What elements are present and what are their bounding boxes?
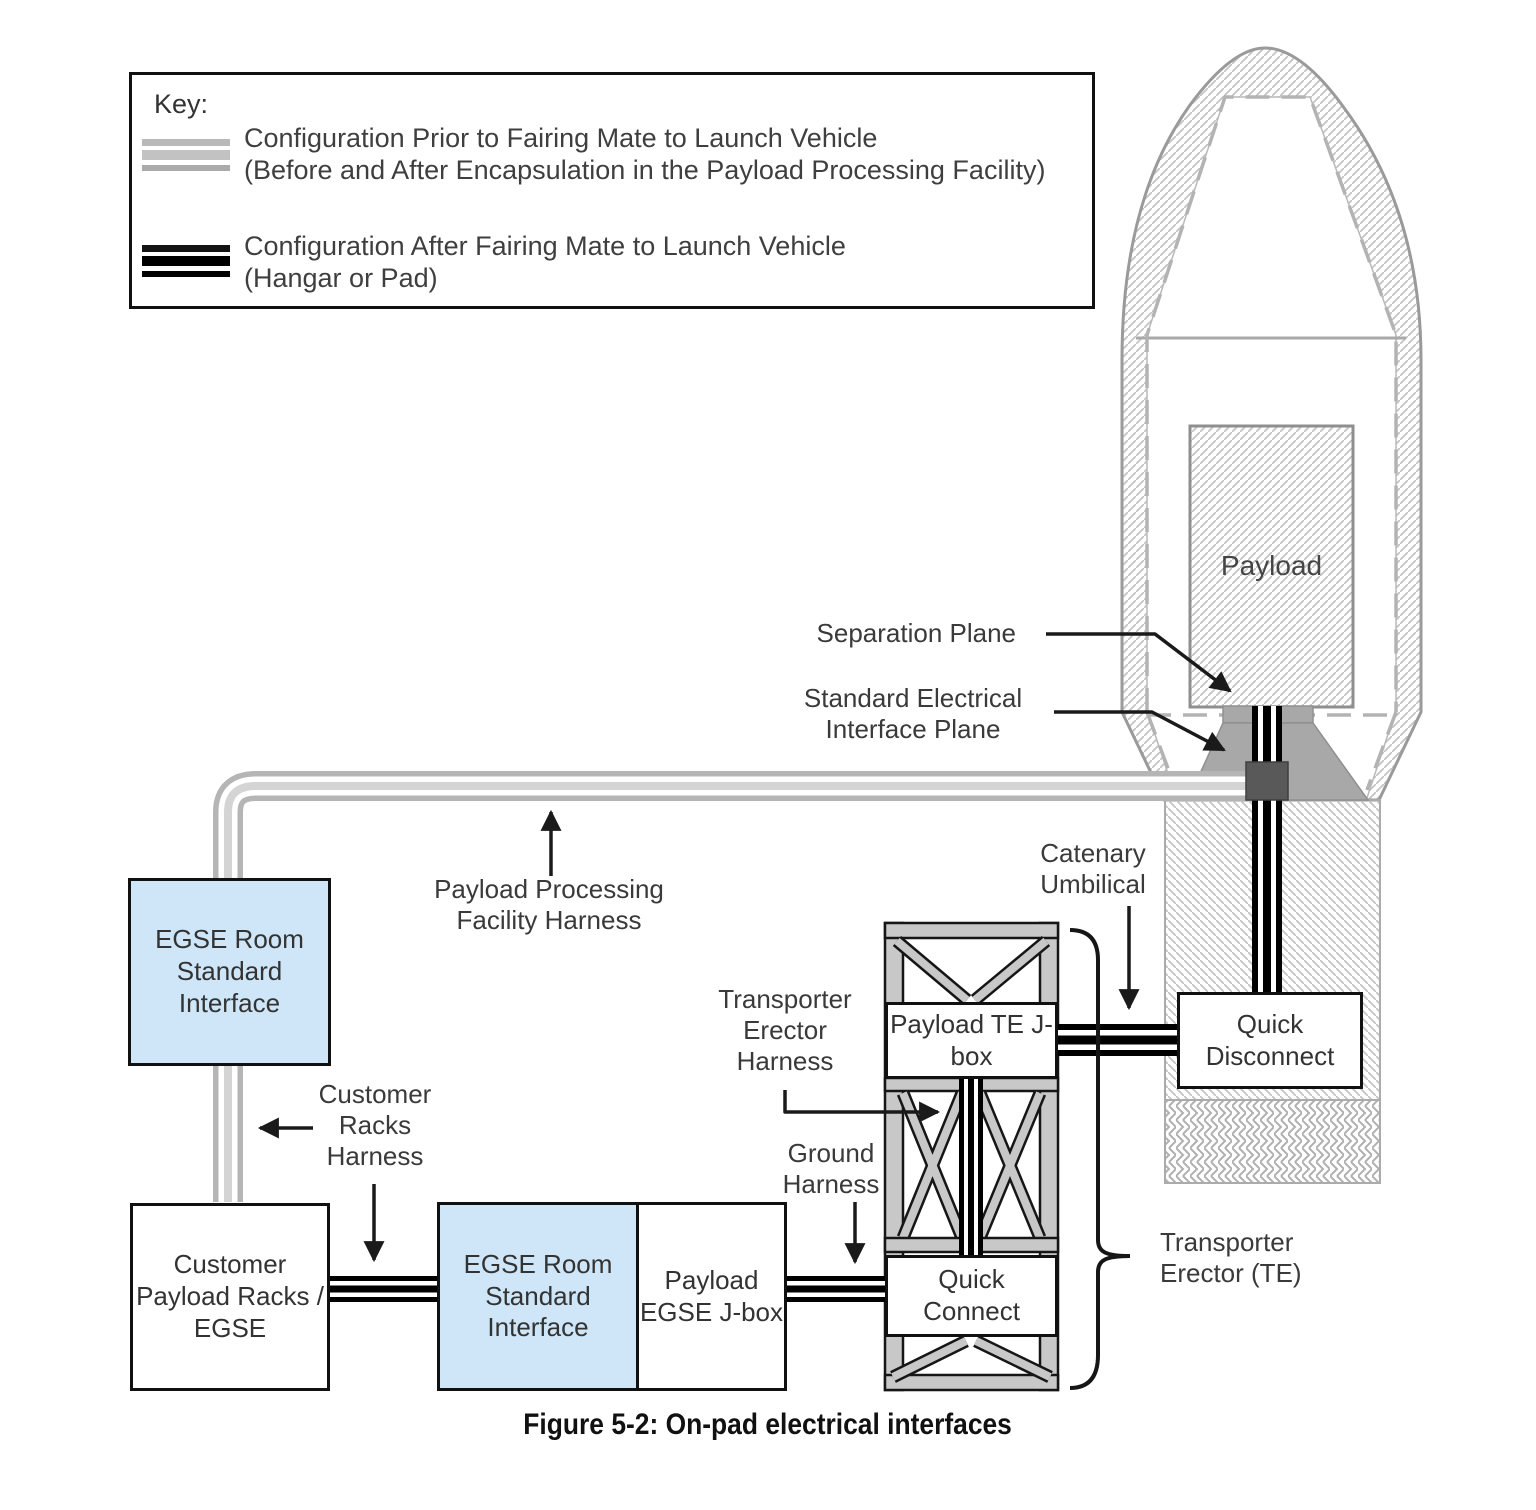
key-item-after [244,231,1084,294]
node-egse-room-and-jbox [437,1202,787,1391]
key-legend [129,72,1095,309]
umbilical-connector [1246,762,1288,800]
node-quick-connect: Quick Connect [885,1255,1058,1337]
label-standard-electrical-interface-plane: Standard Electrical Interface Plane [803,683,1023,745]
black-harness-swatch [142,245,230,277]
node-quick-disconnect: Quick Disconnect [1177,992,1363,1089]
label-catenary-umbilical: Catenary Umbilical [1040,838,1146,900]
label-ground-harness: Ground Harness [782,1138,880,1200]
figure-caption [0,1408,1536,1442]
key-item-after-line1: Configuration After Fairing Mate to Launch Vehicle [244,231,846,261]
key-item-prior-line1: Configuration Prior to Fairing Mate to Launch Vehicle [244,123,878,153]
node-egse-room-standard-interface-mid: EGSE Room Standard Interface [440,1205,639,1388]
key-item-after-line2: (Hangar or Pad) [244,262,438,293]
label-transporter-erector: Transporter Erector (TE) [1160,1227,1302,1289]
key-item-prior [244,123,1084,186]
payload-box-label: Payload [1220,550,1323,581]
key-title: Key: [154,89,209,119]
key-item-prior-line2: (Before and After Encapsulation in the Payload Processing Facility) [244,154,1046,185]
node-egse-room-standard-interface-left: EGSE Room Standard Interface [128,878,331,1066]
label-separation-plane: Separation Plane [816,618,1016,648]
transporter-erector-brace [1070,930,1130,1388]
gray-harness-swatch [142,139,230,171]
label-payload-processing-facility-harness: Payload Processing Facility Harness [434,874,664,936]
label-transporter-erector-harness: Transporter Erector Harness [718,984,852,1077]
node-payload-te-jbox: Payload TE J-box [885,1002,1058,1079]
label-customer-racks-harness: Customer Racks Harness [318,1079,432,1172]
figure-caption-text: Figure 5-2: On-pad electrical interfaces [523,1408,1013,1441]
node-customer-payload-racks: Customer Payload Racks / EGSE [130,1203,330,1391]
node-payload-egse-jbox: Payload EGSE J-box [639,1264,784,1327]
